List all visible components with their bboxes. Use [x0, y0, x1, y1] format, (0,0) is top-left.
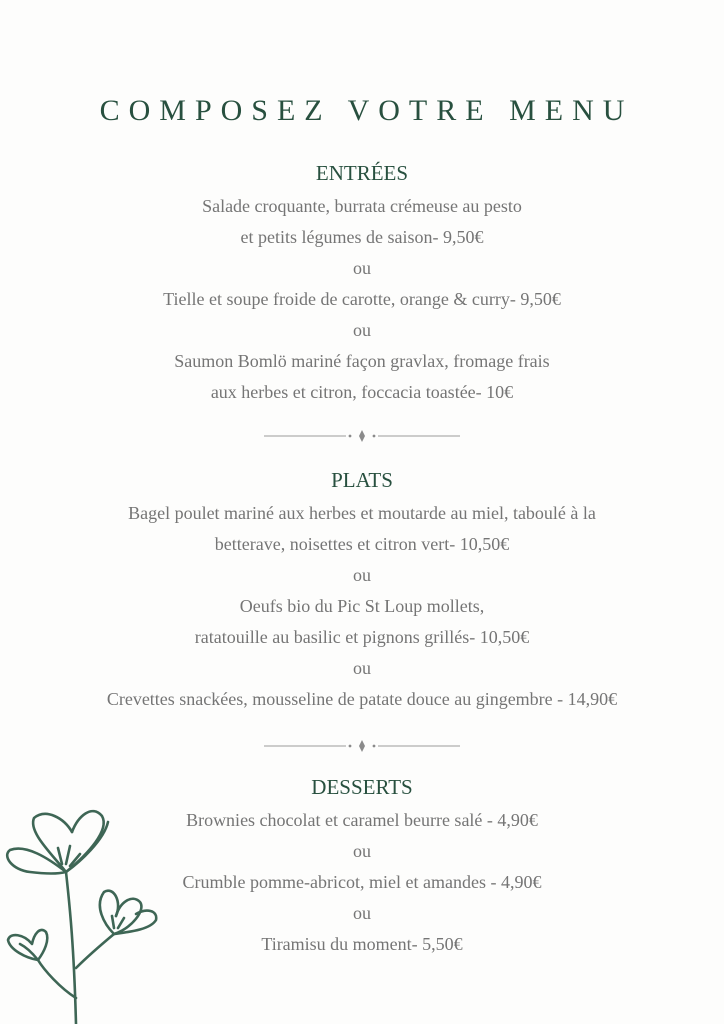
- desserts-heading: DESSERTS: [311, 775, 413, 799]
- menu-line: Tiramisu du moment- 5,50€: [261, 934, 463, 954]
- entrees-items: [0, 191, 724, 408]
- ornament-divider-icon: [262, 739, 462, 753]
- menu-line: Oeufs bio du Pic St Loup mollets,: [239, 596, 485, 616]
- menu-line: Crumble pomme-abricot, miel et amandes - 4,90€: [182, 872, 542, 892]
- plats-items: [0, 498, 724, 715]
- menu-line: Brownies chocolat et caramel beurre salé - 4,90€: [186, 810, 538, 830]
- or-separator: ou: [353, 903, 371, 923]
- or-separator: ou: [353, 320, 371, 340]
- or-separator: ou: [353, 565, 371, 585]
- or-separator: ou: [353, 658, 371, 678]
- ornament-divider-icon: [262, 429, 462, 443]
- entrees-heading: ENTRÉES: [315, 161, 409, 185]
- menu-line: et petits légumes de saison- 9,50€: [240, 227, 484, 247]
- menu-line: aux herbes et citron, foccacia toastée- 10€: [210, 382, 514, 402]
- page-title: COMPOSEZ VOTRE MENU: [99, 94, 634, 128]
- menu-line: betterave, noisettes et citron vert- 10,50€: [214, 534, 510, 554]
- menu-line: ratatouille au basilic et pignons grillés- 10,50€: [194, 627, 530, 647]
- flower-illustration-icon: [0, 798, 170, 1024]
- or-separator: ou: [353, 841, 371, 861]
- menu-line: Salade croquante, burrata crémeuse au pesto: [202, 196, 522, 216]
- or-separator: ou: [353, 258, 371, 278]
- menu-line: Bagel poulet mariné aux herbes et moutarde au miel, taboulé à la: [128, 503, 596, 523]
- menu-line: Crevettes snackées, mousseline de patate douce au gingembre - 14,90€: [106, 689, 618, 709]
- plats-section: [0, 465, 724, 715]
- entrees-section: [0, 158, 724, 408]
- menu-line: Tielle et soupe froide de carotte, orange & curry- 9,50€: [163, 289, 561, 309]
- plats-heading: PLATS: [331, 468, 393, 492]
- menu-line: Saumon Bomlö mariné façon gravlax, fromage frais: [174, 351, 550, 371]
